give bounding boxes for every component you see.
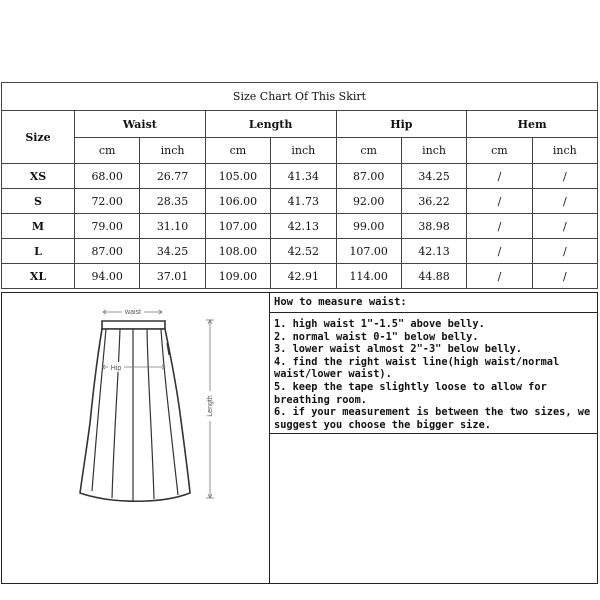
table-cell: /: [532, 264, 597, 289]
table-cell: 26.77: [140, 164, 205, 189]
table-row: [2, 164, 598, 189]
table-cell: /: [532, 214, 597, 239]
table-cell: /: [532, 189, 597, 214]
list-item: 1. high waist 1"-1.5" above belly.: [274, 318, 485, 330]
table-cell: 87.00: [336, 164, 401, 189]
table-cell: 42.13: [401, 239, 466, 264]
table-row: [2, 214, 598, 239]
list-item: 3. lower waist almost 2"-3" below belly.: [274, 343, 522, 356]
table-cell: 107.00: [336, 239, 401, 264]
skirt-illustration: [2, 293, 269, 583]
table-cell: 34.25: [401, 164, 466, 189]
table-cell: 41.34: [271, 164, 336, 189]
size-cell: S: [2, 189, 75, 214]
table-cell: 42.91: [271, 264, 336, 289]
table-cell: /: [532, 239, 597, 264]
table-cell: /: [467, 239, 532, 264]
table-cell: 44.88: [401, 264, 466, 289]
unit-header: cm: [205, 138, 270, 164]
table-cell: 42.13: [271, 214, 336, 239]
size-chart-table: [1, 82, 598, 289]
table-cell: /: [532, 164, 597, 189]
size-cell: XS: [2, 164, 75, 189]
unit-header: cm: [336, 138, 401, 164]
table-cell: 41.73: [271, 189, 336, 214]
instructions-heading: How to measure waist:: [270, 293, 597, 313]
unit-header: inch: [271, 138, 336, 164]
measurement-panel: [1, 292, 598, 584]
waist-group-header: Waist: [75, 111, 206, 138]
size-column-header: Size: [2, 111, 75, 164]
table-cell: /: [467, 164, 532, 189]
table-title: Size Chart Of This Skirt: [2, 83, 598, 111]
size-cell: L: [2, 239, 75, 264]
table-cell: 94.00: [75, 264, 140, 289]
unit-header: cm: [467, 138, 532, 164]
group-header-row: [2, 111, 598, 138]
instructions-body: [270, 313, 597, 434]
unit-header: inch: [401, 138, 466, 164]
table-cell: 37.01: [140, 264, 205, 289]
hip-group-header: Hip: [336, 111, 467, 138]
table-cell: 42.52: [271, 239, 336, 264]
table-cell: 36.22: [401, 189, 466, 214]
table-cell: 114.00: [336, 264, 401, 289]
table-cell: 106.00: [205, 189, 270, 214]
instructions-panel: [270, 293, 597, 583]
length-label: Length: [207, 395, 214, 417]
waistband-outline: [102, 321, 165, 329]
instructions-list: [270, 313, 597, 431]
unit-header: inch: [140, 138, 205, 164]
table-cell: 109.00: [205, 264, 270, 289]
table-cell: /: [467, 264, 532, 289]
hem-group-header: Hem: [467, 111, 598, 138]
table-cell: 31.10: [140, 214, 205, 239]
table-row: [2, 189, 598, 214]
unit-header: cm: [75, 138, 140, 164]
size-cell: M: [2, 214, 75, 239]
list-item: 2. normal waist 0-1" below belly.: [274, 330, 479, 343]
table-cell: 87.00: [75, 239, 140, 264]
unit-header-row: [2, 138, 598, 164]
table-cell: 108.00: [205, 239, 270, 264]
table-cell: 72.00: [75, 189, 140, 214]
length-group-header: Length: [205, 111, 336, 138]
table-cell: 38.98: [401, 214, 466, 239]
unit-header: inch: [532, 138, 597, 164]
table-cell: 105.00: [205, 164, 270, 189]
table-cell: 107.00: [205, 214, 270, 239]
table-row: [2, 239, 598, 264]
table-cell: 34.25: [140, 239, 205, 264]
size-cell: XL: [2, 264, 75, 289]
skirt-diagram: [2, 293, 270, 583]
table-cell: 79.00: [75, 214, 140, 239]
table-cell: /: [467, 189, 532, 214]
table-cell: /: [467, 214, 532, 239]
waist-label: waist: [125, 309, 141, 316]
list-item: 4. find the right waist line(high waist/normal waist/lower waist).: [274, 355, 566, 381]
hip-label: Hip: [110, 365, 122, 372]
table-title-row: [2, 83, 598, 111]
list-item: 6. if your measurement is between the two sizes, we suggest you choose the bigger size.: [274, 406, 597, 431]
skirt-outline: [80, 329, 190, 501]
list-item: 5. keep the tape slightly loose to allow for breathing room.: [274, 380, 553, 406]
table-row: [2, 264, 598, 289]
table-cell: 68.00: [75, 164, 140, 189]
table-cell: 99.00: [336, 214, 401, 239]
table-cell: 92.00: [336, 189, 401, 214]
table-cell: 28.35: [140, 189, 205, 214]
